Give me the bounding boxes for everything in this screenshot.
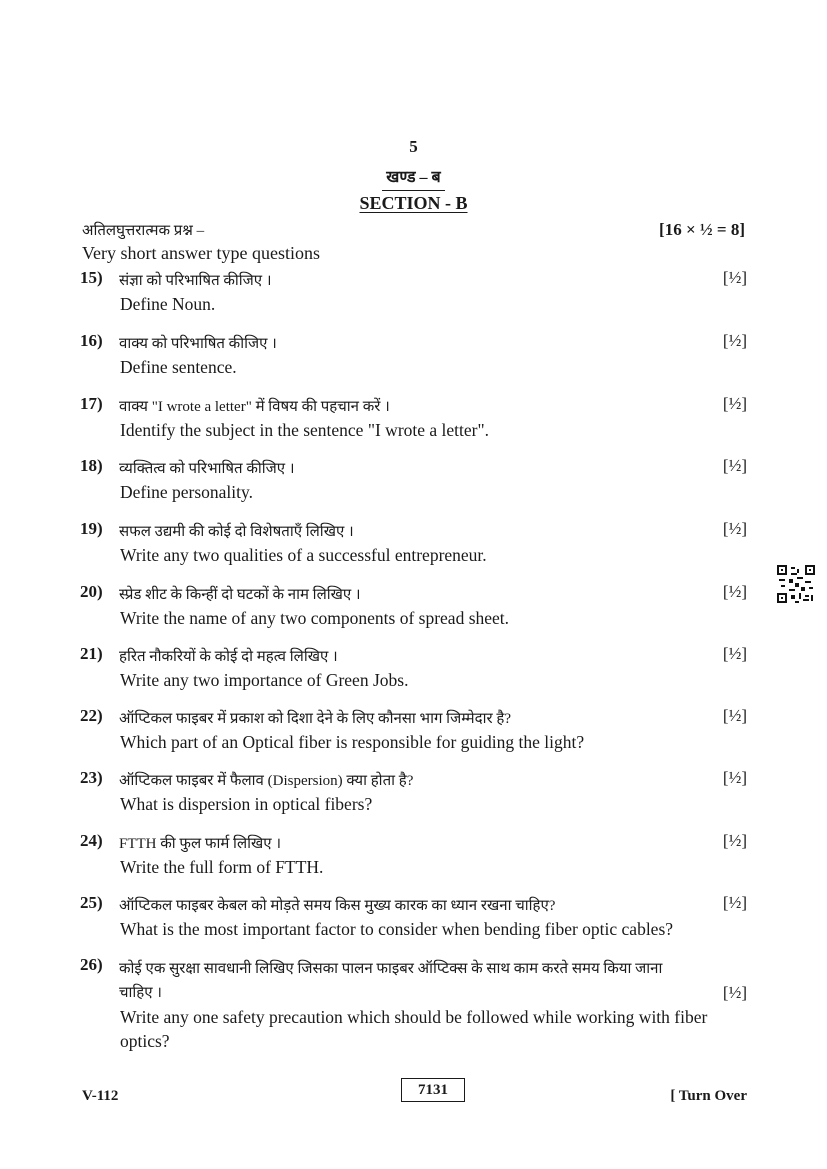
question-text-hindi: सफल उद्यमी की कोई दो विशेषताएँ लिखिए । [119,524,354,540]
question-marks: [½] [722,644,747,663]
turn-over-note: [ Turn Over [670,1088,747,1104]
question-text-english: Define Noun. [120,294,216,314]
question-text-english-line1: Write any one safety precaution which should be followed while working with fiber [120,1007,708,1027]
question-text-hindi: ऑप्टिकल फाइबर केबल को मोड़ते समय किस मुख्य कारक का ध्यान रखना चाहिए? [119,898,556,914]
instruction-english: Very short answer type questions [82,243,320,263]
question-26 [80,955,747,1053]
question-number: 17) [80,394,103,413]
question-number: 22) [80,706,103,725]
question-marks: [½] [722,394,747,413]
qr-code [777,565,815,603]
question-text-english: Define personality. [120,482,253,502]
question-header [80,893,747,917]
question-marks: [½] [722,706,747,725]
section-title [0,193,827,214]
question-text-hindi: स्प्रेड शीट के किन्हीं दो घटकों के नाम लिखिए । [119,587,361,603]
question-header [80,706,747,730]
question-number: 16) [80,331,103,350]
question-text-hindi: वाक्य को परिभाषित कीजिए । [119,336,277,352]
question-number: 26) [80,955,103,974]
question-number: 20) [80,582,103,601]
question-text-english: Write the full form of FTTH. [120,857,324,877]
question-header [80,331,747,355]
question-text-english: Write any two importance of Green Jobs. [120,670,409,690]
question-marks: [½] [722,893,747,912]
question-header [80,456,747,480]
question-marks: [½] [722,768,747,787]
question-marks: [½] [722,331,747,350]
question-number: 23) [80,768,103,787]
question-marks: [½] [722,582,747,601]
question-header [80,519,747,543]
question-marks: [½] [722,831,747,850]
page-code-box: 7131 [401,1078,465,1102]
question-22 [80,706,747,754]
question-text-hindi-line2 [119,981,747,1005]
question-16 [80,331,747,379]
question-text-english-line2: optics? [120,1031,170,1051]
question-text-hindi: संज्ञा को परिभाषित कीजिए । [119,273,272,289]
page-number: 5 [409,137,418,156]
question-number: 24) [80,831,103,850]
question-text-hindi-line2-text: चाहिए । [119,985,162,1001]
paper-code: V-112 [82,1088,119,1104]
question-number: 25) [80,893,103,912]
instruction-hindi: अतिलघुत्तरात्मक प्रश्न – [82,223,205,239]
question-17 [80,394,747,442]
question-text-english: Write the name of any two components of spread sheet. [120,608,510,628]
question-header [80,768,747,792]
question-text-english: What is the most important factor to consider when bending fiber optic cables? [120,919,674,939]
section-heading-hindi-text: खण्ड – ब [382,165,444,191]
question-21 [80,644,747,692]
question-text-hindi: ऑप्टिकल फाइबर में फैलाव (Dispersion) क्या होता है? [119,773,414,789]
question-header [80,831,747,855]
question-text-english: Which part of an Optical fiber is responsible for guiding the light? [120,732,585,752]
question-20 [80,582,747,630]
question-text-english: Write any two qualities of a successful entrepreneur. [120,545,487,565]
question-text-hindi: FTTH की फुल फार्म लिखिए । [119,836,282,852]
question-text-hindi: व्यक्तित्व को परिभाषित कीजिए । [119,461,295,477]
question-25 [80,893,747,941]
question-header [80,394,747,418]
question-text-hindi-line1: कोई एक सुरक्षा सावधानी लिखिए जिसका पालन फाइबर ऑप्टिक्स के साथ काम करते समय किया जाना [119,961,663,977]
question-header [80,268,747,292]
question-header [80,644,747,668]
question-18 [80,456,747,504]
question-text-hindi: हरित नौकरियों के कोई दो महत्व लिखिए । [119,649,338,665]
question-text-hindi: ऑप्टिकल फाइबर में प्रकाश को दिशा देने के लिए कौनसा भाग जिम्मेदार है? [119,711,512,727]
question-number: 15) [80,268,103,287]
question-19 [80,519,747,567]
question-number: 19) [80,519,103,538]
question-marks: [½] [722,519,747,538]
section-title-text: SECTION - B [359,193,468,213]
question-15 [80,268,747,316]
question-marks: [½] [722,268,747,287]
question-24 [80,831,747,879]
question-marks: [½] [722,983,747,1002]
question-text-english: Define sentence. [120,357,237,377]
total-marks: [16 × ½ = 8] [659,220,745,239]
question-number: 18) [80,456,103,475]
question-number: 21) [80,644,103,663]
question-text-hindi: वाक्य "I wrote a letter" में विषय की पहचान करें । [119,399,390,415]
question-marks: [½] [722,456,747,475]
question-text-english: Identify the subject in the sentence "I wrote a letter". [120,420,490,440]
question-23 [80,768,747,816]
question-text-english: What is dispersion in optical fibers? [120,794,373,814]
section-heading-hindi [0,165,827,191]
question-header [80,582,747,606]
